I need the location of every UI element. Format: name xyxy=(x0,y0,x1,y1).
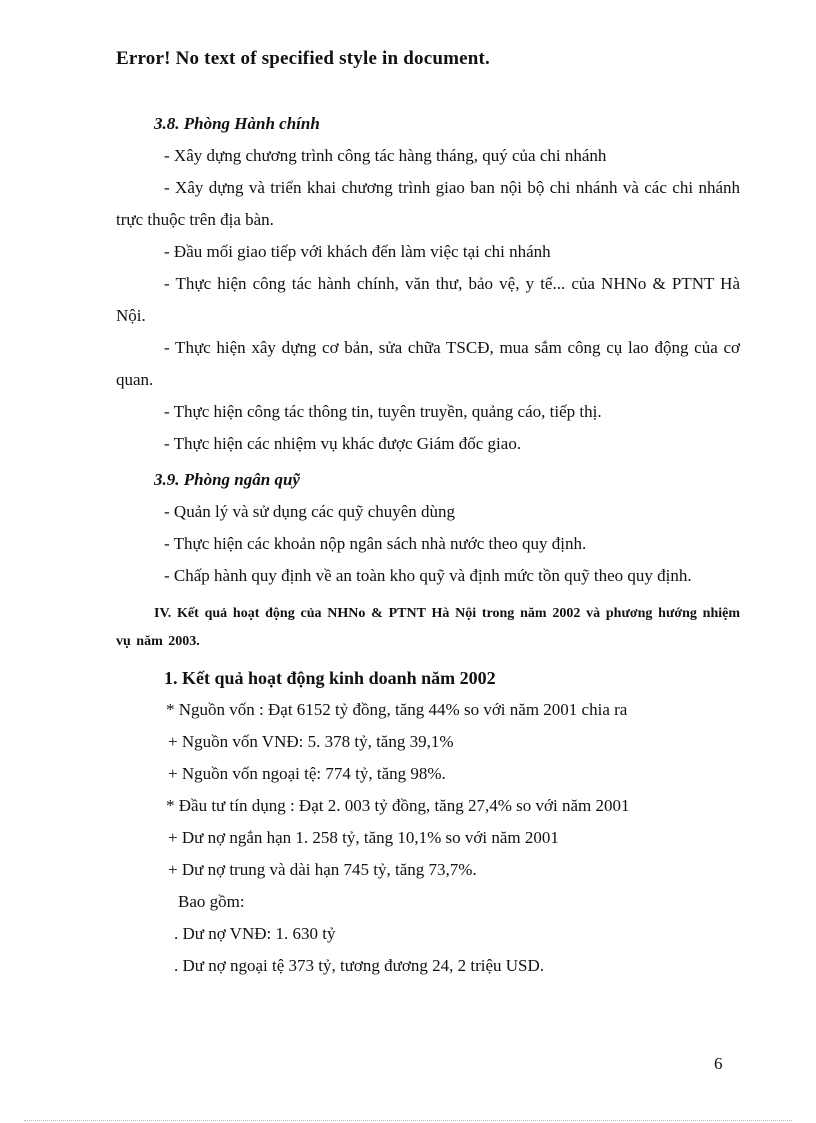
document-body xyxy=(116,108,740,982)
list-item: - Thực hiện các nhiệm vụ khác được Giám đốc giao. xyxy=(164,434,522,453)
page-divider xyxy=(24,1120,792,1121)
result-line: . Dư nợ VNĐ: 1. 630 tỷ xyxy=(174,924,336,943)
result-line: * Nguồn vốn : Đạt 6152 tỷ đồng, tăng 44% so với năm 2001 chia ra xyxy=(166,700,628,719)
section-title-treasury: 3.9. Phòng ngân quỹ xyxy=(154,470,300,489)
list-item: - Thực hiện xây dựng cơ bản, sửa chữa TSCĐ, mua sắm công cụ lao động của cơ quan. xyxy=(116,338,740,389)
list-item: - Xây dựng chương trình công tác hàng tháng, quý của chi nhánh xyxy=(164,146,607,165)
result-line: + Nguồn vốn VNĐ: 5. 378 tỷ, tăng 39,1% xyxy=(168,732,454,751)
list-item: - Xây dựng và triển khai chương trình giao ban nội bộ chi nhánh và các chi nhánh trực thuộc trên địa bàn. xyxy=(116,178,740,229)
section-heading-iv: IV. Kết quả hoạt động của NHNo & PTNT Hà Nội trong năm 2002 và phương hướng nhiệm vụ năm 2003. xyxy=(116,606,740,649)
list-item: - Chấp hành quy định về an toàn kho quỹ và định mức tồn quỹ theo quy định. xyxy=(164,566,692,585)
list-item: - Đầu mối giao tiếp với khách đến làm việc tại chi nhánh xyxy=(164,242,551,261)
result-line: Bao gồm: xyxy=(178,892,245,911)
error-header: Error! No text of specified style in document. xyxy=(116,48,491,69)
list-item: - Thực hiện các khoản nộp ngân sách nhà nước theo quy định. xyxy=(164,534,587,553)
result-line: + Dư nợ trung và dài hạn 745 tỷ, tăng 73,7%. xyxy=(168,860,477,879)
list-item: - Thực hiện công tác thông tin, tuyên truyền, quảng cáo, tiếp thị. xyxy=(164,402,602,421)
result-line: * Đầu tư tín dụng : Đạt 2. 003 tỷ đồng, tăng 27,4% so với năm 2001 xyxy=(166,796,630,815)
result-line: . Dư nợ ngoại tệ 373 tỷ, tương đương 24, 2 triệu USD. xyxy=(174,956,545,975)
results-title: 1. Kết quả hoạt động kinh doanh năm 2002 xyxy=(164,668,496,688)
result-line: + Nguồn vốn ngoại tệ: 774 tỷ, tăng 98%. xyxy=(168,764,446,783)
list-item: - Quản lý và sử dụng các quỹ chuyên dùng xyxy=(164,502,456,521)
result-line: + Dư nợ ngắn hạn 1. 258 tỷ, tăng 10,1% so với năm 2001 xyxy=(168,828,559,847)
page-number: 6 xyxy=(714,1054,723,1073)
list-item: - Thực hiện công tác hành chính, văn thư, bảo vệ, y tế... của NHNo & PTNT Hà Nội. xyxy=(116,274,740,325)
section-title-administration: 3.8. Phòng Hành chính xyxy=(154,114,320,133)
